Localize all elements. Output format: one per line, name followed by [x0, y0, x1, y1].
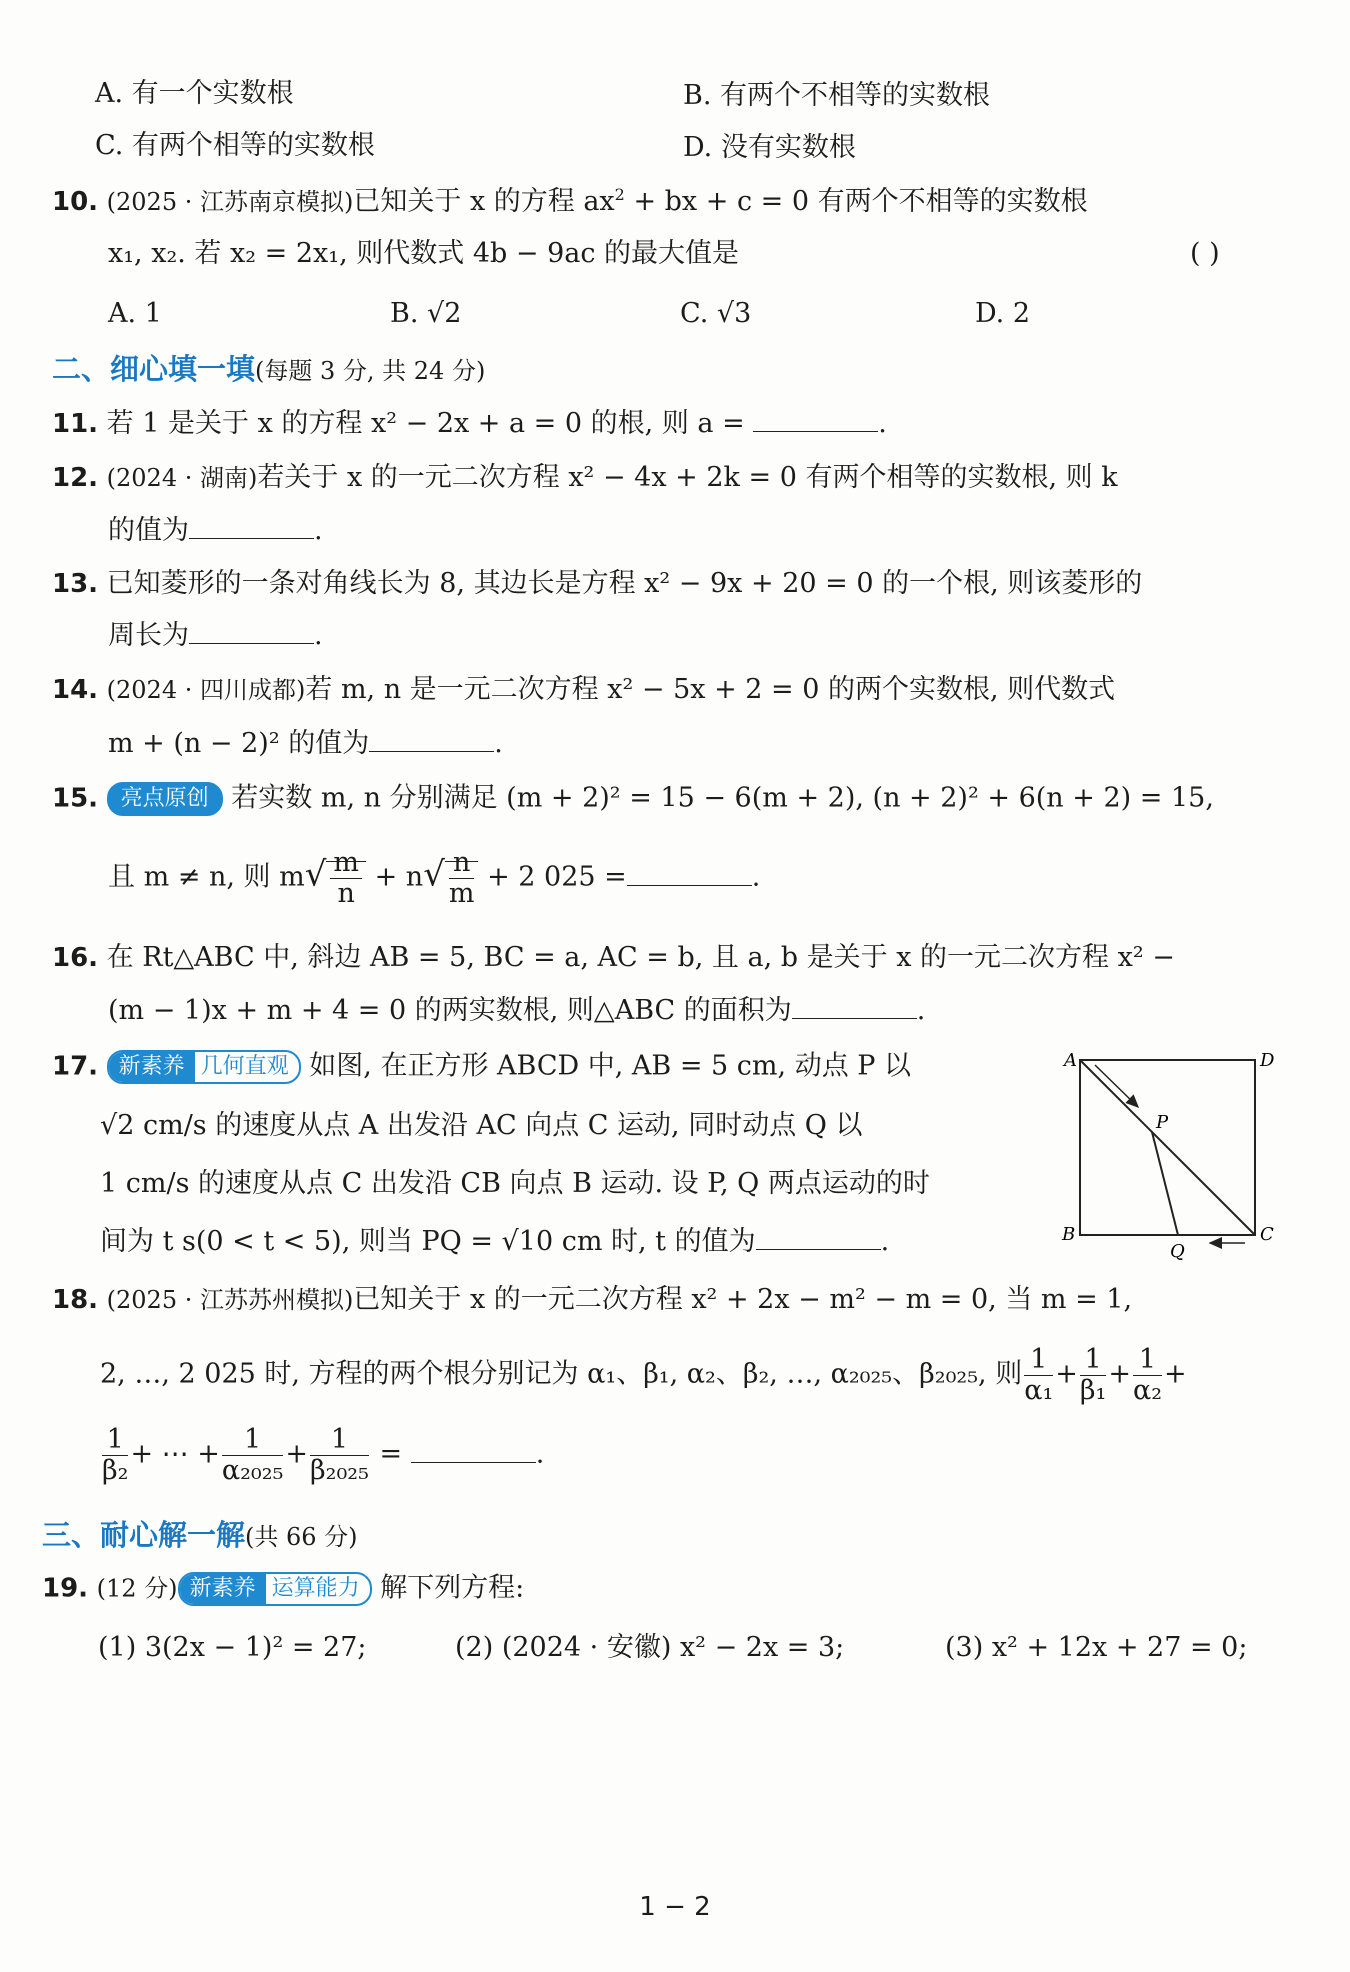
q17-blank[interactable]: [756, 1248, 881, 1250]
q12-text2: 的值为: [108, 515, 189, 546]
q18-f3-den: α₂: [1132, 1374, 1163, 1406]
q18-dots: + ⋯ +: [130, 1438, 220, 1470]
q10-option-d: D. 2: [975, 298, 1031, 329]
q15-frac2-den: m: [448, 877, 475, 909]
q10-text1b: + bx + c = 0 有两个不相等的实数根: [624, 186, 1088, 217]
q10-source: (2025 · 江苏南京模拟): [106, 188, 354, 216]
section-3-heading: [42, 1518, 358, 1553]
q15-original-tag: 亮点原创: [107, 782, 223, 816]
q19-part3: (3) x² + 12x + 27 = 0;: [945, 1632, 1248, 1663]
diagonal-ac: [1080, 1060, 1255, 1235]
q13-end: .: [314, 620, 323, 651]
q19-text: 解下列方程:: [380, 1572, 525, 1604]
q15-end: .: [751, 861, 761, 893]
q18-plus4: +: [285, 1438, 309, 1470]
q19-line1: [42, 1572, 524, 1606]
q13-text2: 周长为: [108, 620, 189, 651]
q13-number: 13.: [52, 569, 99, 599]
q19-part1: (1) 3(2x − 1)² = 27;: [98, 1632, 367, 1663]
q19-part2: (2) (2024 · 安徽) x² − 2x = 3;: [455, 1632, 845, 1663]
q14-text1: 若 m, n 是一元二次方程 x² − 5x + 2 = 0 的两个实数根, 则代数式: [305, 674, 1116, 705]
q15-number: 15.: [52, 783, 99, 814]
q13-line2: [108, 620, 323, 652]
q10-option-b: B. √2: [390, 298, 462, 329]
q15-frac1-num: m: [330, 848, 362, 879]
q15-text1: 若实数 m, n 分别满足 (m + 2)² = 15 − 6(m + 2), (n + 2)² + 6(n + 2) = 15,: [231, 782, 1214, 814]
q13-blank[interactable]: [189, 642, 314, 644]
q17-line4: [100, 1226, 889, 1258]
q18-f1-num: 1: [1024, 1345, 1053, 1376]
q18-f5-num: 1: [222, 1425, 284, 1456]
segment-pq: [1152, 1132, 1178, 1235]
q11-number: 11.: [52, 409, 99, 439]
q18-line2: [100, 1345, 1187, 1405]
page-number: 1 − 2: [639, 1892, 711, 1922]
q12-number: 12.: [52, 463, 99, 493]
q17-text1: 如图, 在正方形 ABCD 中, AB = 5 cm, 动点 P 以: [309, 1050, 912, 1082]
q18-text1: 已知关于 x 的一元二次方程 x² + 2x − m² − m = 0, 当 m = 1,: [353, 1284, 1133, 1315]
q18-f3-num: 1: [1133, 1345, 1162, 1376]
q14-line2: [108, 728, 503, 760]
q18-plus2: +: [1108, 1358, 1131, 1390]
q18-eq: =: [379, 1438, 403, 1470]
q18-blank[interactable]: [411, 1461, 536, 1463]
q17-number: 17.: [52, 1051, 99, 1082]
q11: [52, 408, 887, 440]
q18-f2-num: 1: [1080, 1345, 1106, 1376]
q15-blank[interactable]: [627, 884, 752, 886]
q10-text2: x₁, x₂. 若 x₂ = 2x₁, 则代数式 4b − 9ac 的最大值是: [108, 238, 740, 269]
q19-points: (12 分): [96, 1574, 178, 1603]
q10-answer-paren: ( ): [1190, 238, 1220, 269]
label-b: B: [1062, 1224, 1076, 1245]
q11-blank[interactable]: [753, 430, 878, 432]
q18-f6-den: β₂₀₂₅: [310, 1454, 369, 1486]
q15-frac1-den: n: [337, 877, 355, 909]
q17-text4: 间为 t s(0 < t < 5), 则当 PQ = √10 cm 时, t 的值为: [100, 1226, 756, 1257]
q16-end: .: [916, 995, 926, 1026]
q18-plus1: +: [1055, 1358, 1078, 1390]
q18-f1-den: α₁: [1024, 1374, 1054, 1406]
q14-blank[interactable]: [369, 750, 494, 752]
q18-f2-den: β₁: [1079, 1374, 1107, 1406]
q13-text1: 已知菱形的一条对角线长为 8, 其边长是方程 x² − 9x + 20 = 0 的一个根, 则该菱形的: [106, 568, 1143, 599]
q12-text1: 若关于 x 的一元二次方程 x² − 4x + 2k = 0 有两个相等的实数根, 则 k: [257, 462, 1118, 493]
q18-line1: [52, 1284, 1132, 1316]
q16-text1: 在 Rt△ABC 中, 斜边 AB = 5, BC = a, AC = b, 且 a, b 是关于 x 的一元二次方程 x² −: [106, 942, 1175, 973]
q15-frac2-num: n: [449, 848, 475, 879]
label-q: Q: [1170, 1241, 1185, 1262]
q16-line1: [52, 942, 1175, 974]
q16-line2: [108, 995, 925, 1027]
q15-line1: [52, 782, 1214, 816]
q14-line1: [52, 674, 1115, 706]
q17-line1: [52, 1050, 911, 1084]
q14-text2: m + (n − 2)² 的值为: [108, 728, 370, 759]
q19-number: 19.: [42, 1573, 89, 1604]
q18-text2: 2, …, 2 025 时, 方程的两个根分别记为 α₁、β₁, α₂、β₂, …, α₂₀₂₅、β₂₀₂₅, 则: [100, 1358, 1023, 1390]
q18-line3: [100, 1425, 544, 1485]
label-d: D: [1260, 1050, 1275, 1071]
arrow-p-direction: [1095, 1065, 1138, 1107]
q14-source: (2024 · 四川成都): [106, 676, 306, 704]
q17-literacy-tag: [107, 1050, 301, 1084]
q16-blank[interactable]: [792, 1017, 917, 1019]
q18-source: (2025 · 江苏苏州模拟): [106, 1286, 354, 1314]
q17-square-figure: [1060, 1050, 1280, 1270]
q18-f4-num: 1: [102, 1425, 128, 1456]
q14-number: 14.: [52, 675, 99, 705]
section-2-title: 二、细心填一填: [52, 352, 256, 386]
q9-option-a: A. 有一个实数根: [95, 78, 294, 109]
q12-line1: [52, 462, 1118, 494]
q17-tag-b: 几何直观: [200, 1054, 289, 1079]
q17-tag-a: 新素养: [109, 1052, 195, 1082]
q12-source: (2024 · 湖南): [106, 464, 258, 492]
q15-pre: 且 m ≠ n, 则 m: [108, 861, 305, 893]
q10-number: 10.: [52, 187, 99, 217]
q17-text2: √2 cm/s 的速度从点 A 出发沿 AC 向点 C 运动, 同时动点 Q 以: [100, 1110, 863, 1141]
q18-f5-den: α₂₀₂₅: [221, 1454, 284, 1486]
q16-number: 16.: [52, 943, 99, 973]
q18-number: 18.: [52, 1285, 99, 1315]
q15-tail: + 2 025 =: [487, 861, 627, 893]
q19-tag-b: 运算能力: [271, 1576, 360, 1601]
q12-line2: [108, 515, 323, 547]
q13-line1: [52, 568, 1142, 600]
section-3-note: (共 66 分): [245, 1523, 358, 1551]
q10-text1: 已知关于 x 的方程 ax: [353, 186, 615, 217]
q15-plus: + n: [374, 861, 424, 893]
q10-line1: 10. (2025 · 江苏南京模拟)已知关于 x 的方程 $ax^2$ + bx + c = 0 有两个不相等的实数根: [52, 185, 1088, 217]
q11-text: 若 1 是关于 x 的方程 x² − 2x + a = 0 的根, 则 a =: [106, 408, 745, 439]
q18-f4-den: β₂: [102, 1454, 129, 1486]
section-3-title: 三、耐心解一解: [42, 1518, 246, 1552]
q18-f6-num: 1: [310, 1425, 369, 1456]
q15-line2: 且 m ≠ n, 则 m√ $\frac{m}{n}$ + n√ $\frac{n}{m}$ + 2 025 = .: [108, 847, 761, 909]
section-2-heading: [52, 352, 485, 387]
label-a: A: [1064, 1050, 1077, 1071]
q18-end: .: [535, 1438, 545, 1470]
q19-literacy-tag: [178, 1572, 372, 1606]
q14-end: .: [494, 728, 503, 759]
label-c: C: [1260, 1224, 1274, 1245]
q11-end: .: [878, 408, 887, 439]
q17-text3: 1 cm/s 的速度从点 C 出发沿 CB 向点 B 运动. 设 P, Q 两点运动的时: [100, 1168, 930, 1199]
q16-text2: (m − 1)x + m + 4 = 0 的两实数根, 则△ABC 的面积为: [108, 995, 792, 1026]
q19-tag-a: 新素养: [180, 1574, 266, 1604]
q9-option-d: D. 没有实数根: [683, 132, 856, 163]
q10-option-a: A. 1: [108, 298, 162, 329]
q18-plus3: +: [1164, 1358, 1187, 1390]
section-2-note: (每题 3 分, 共 24 分): [255, 357, 486, 385]
q12-blank[interactable]: [189, 537, 314, 539]
label-p: P: [1156, 1112, 1169, 1133]
q12-end: .: [314, 515, 323, 546]
q10-option-c: C. √3: [680, 298, 752, 329]
q9-option-c: C. 有两个相等的实数根: [95, 130, 375, 161]
q17-end: .: [880, 1226, 890, 1257]
q9-option-b: B. 有两个不相等的实数根: [683, 80, 991, 111]
